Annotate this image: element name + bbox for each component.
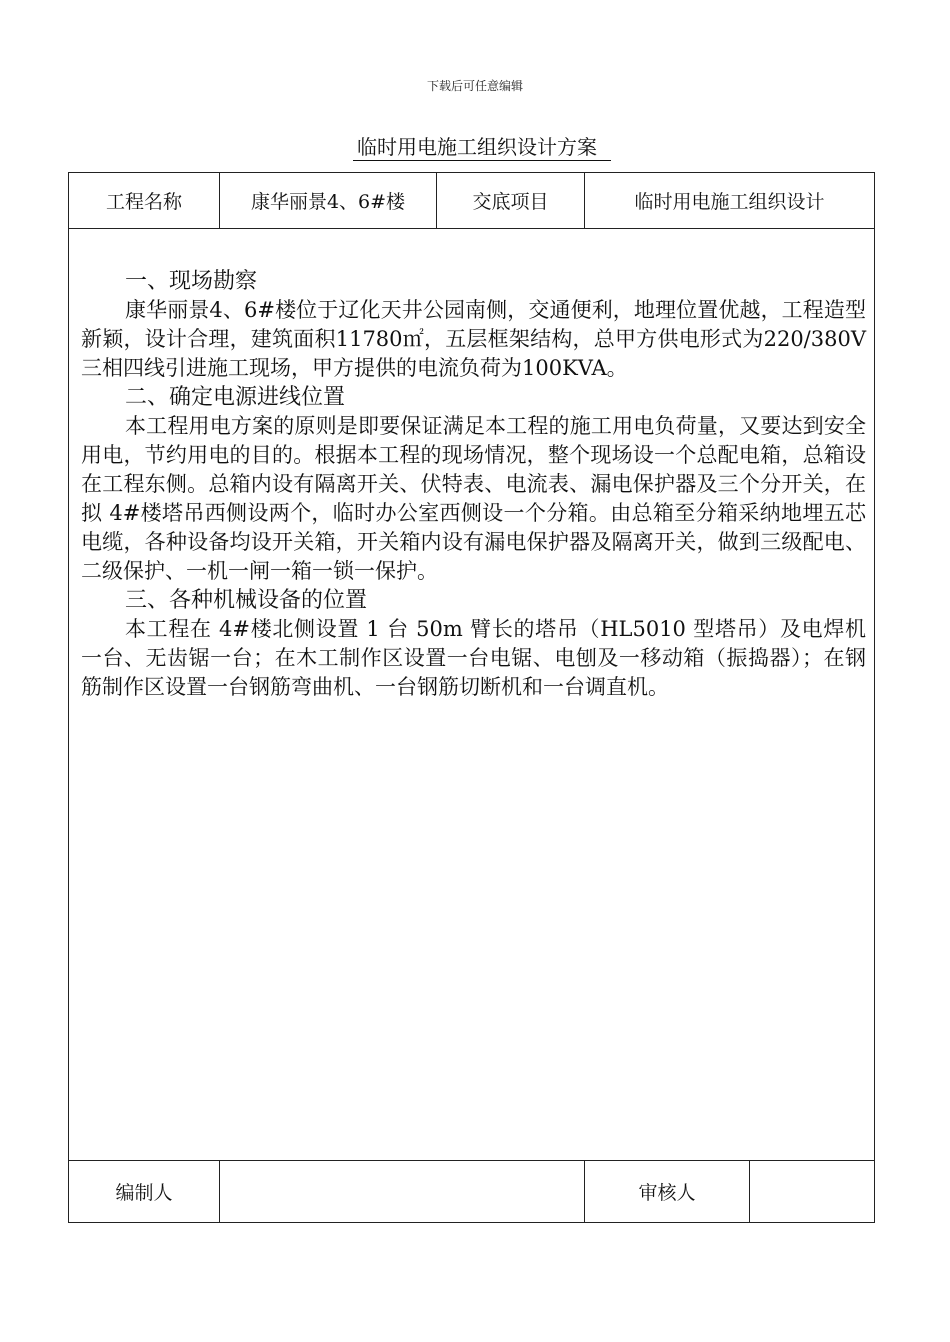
project-name-label: 工程名称 [69,173,220,229]
section-heading: 一、现场勘察 [125,269,258,294]
content-row [69,229,875,1161]
section-text: 本工程在 4#楼北侧设置 1 台 50m 臂长的塔吊（HL5010 型塔吊）及电焊机一台、无齿锯一台；在木工制作区设置一台电锯、电刨及一移动箱（振捣器）；在钢筋制作区设置一台钢筋弯曲机、一台钢筋切断机和一台调直机。 [81,617,867,699]
document-title-wrapper [0,131,950,160]
compiler-value [220,1161,585,1223]
handover-item-label: 交底项目 [437,173,585,229]
form-table [68,172,875,1223]
section-2 [81,383,866,586]
compiler-label: 编制人 [69,1161,220,1223]
section-3 [81,586,866,702]
reviewer-value [750,1161,875,1223]
signature-row [69,1161,875,1223]
reviewer-label: 审核人 [585,1161,750,1223]
content-cell [69,229,875,1161]
section-text: 本工程用电方案的原则是即要保证满足本工程的施工用电负荷量，又要达到安全用电，节约用电的目的。根据本工程的现场情况，整个现场设一个总配电箱，总箱设在工程东侧。总箱内设有隔离开关、伏特表、电流表、漏电保护器及三个分开关，在拟 4#楼塔吊西侧设两个，临时办公室西侧设一个分箱。由总箱至分箱采纳地埋五芯电缆，各种设备均设开关箱，开关箱内设有漏电保护器及隔离开关，做到三级配电、二级保护、一机一闸一箱一锁一保护。 [81,414,867,583]
header-row [69,173,875,229]
handover-item-value: 临时用电施工组织设计 [585,173,875,229]
section-heading: 三、各种机械设备的位置 [125,588,368,613]
section-1 [81,267,866,383]
header-note: 下载后可任意编辑 [426,79,523,93]
document-title: 临时用电施工组织设计方案 [353,135,611,161]
section-heading: 二、确定电源进线位置 [125,385,346,410]
project-name-value: 康华丽景4、6#楼 [220,173,437,229]
section-text: 康华丽景4、6#楼位于辽化天井公园南侧，交通便利，地理位置优越，工程造型新颖，设计合理，建筑面积11780㎡，五层框架结构，总甲方供电形式为220/380V三相四线引进施工现场，甲方提供的电流负荷为100KVA。 [81,298,867,380]
